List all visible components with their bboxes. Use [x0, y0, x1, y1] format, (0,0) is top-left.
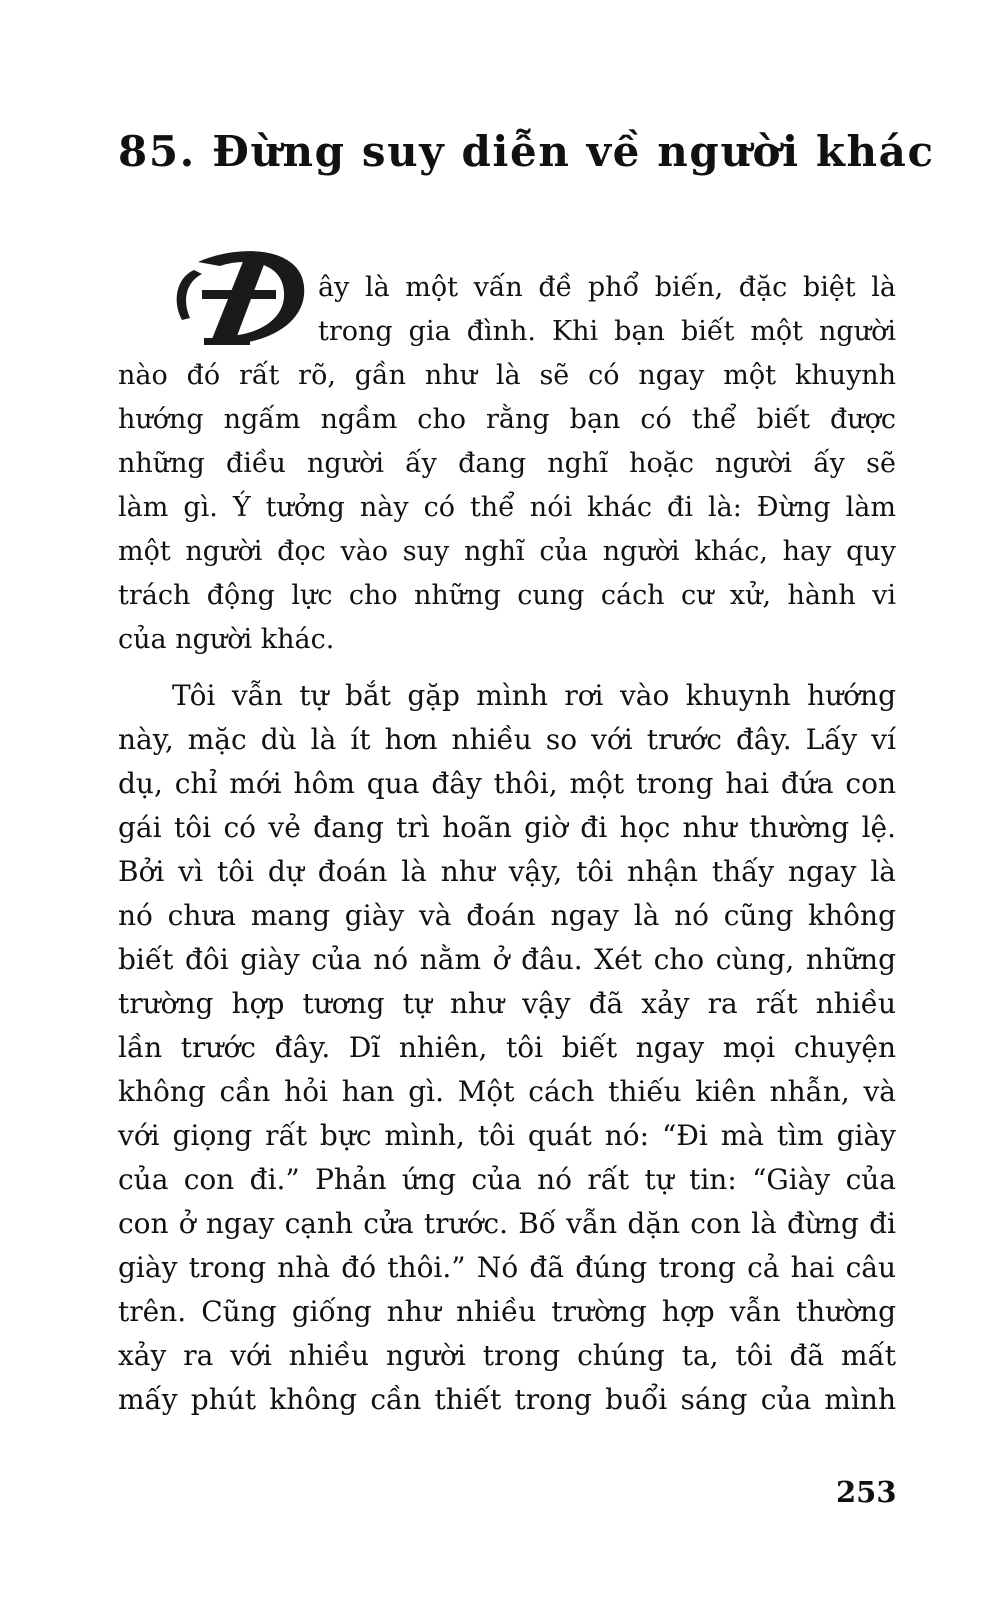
paragraph2-line: với giọng rất bực mình, tôi quát nó: “Đi mà tìm giày [118, 1119, 896, 1152]
drop-cap-letter [168, 240, 318, 350]
paragraph2-line: lần trước đây. Dĩ nhiên, tôi biết ngay mọi chuyện [118, 1031, 896, 1064]
paragraph1-line: một người đọc vào suy nghĩ của người khác, hay quy [118, 536, 896, 567]
page-number: 253 [836, 1475, 897, 1509]
paragraph2-line: này, mặc dù là ít hơn nhiều so với trước đây. Lấy ví [118, 723, 896, 756]
paragraph2-line: trên. Cũng giống như nhiều trường hợp vẫn thường [118, 1295, 896, 1328]
chapter-title: 85. Đừng suy diễn về người khác [118, 127, 935, 176]
paragraph2-line: Tôi vẫn tự bắt gặp mình rơi vào khuynh hướng [172, 679, 896, 712]
paragraph2-line: trường hợp tương tự như vậy đã xảy ra rất nhiều [118, 987, 896, 1020]
paragraph2-line: không cần hỏi han gì. Một cách thiếu kiên nhẫn, và [118, 1075, 896, 1108]
paragraph2-line: giày trong nhà đó thôi.” Nó đã đúng trong cả hai câu [118, 1251, 896, 1284]
decorative-drop-cap-d [168, 240, 318, 350]
paragraph1-line: của người khác. [118, 624, 335, 655]
paragraph2-line: con ở ngay cạnh cửa trước. Bố vẫn dặn con là đừng đi [118, 1207, 896, 1240]
paragraph1-line: những điều người ấy đang nghĩ hoặc người ấy sẽ [118, 448, 896, 479]
paragraph1-line: hướng ngấm ngầm cho rằng bạn có thể biết được [118, 404, 896, 435]
paragraph2-line: gái tôi có vẻ đang trì hoãn giờ đi học như thường lệ. [118, 811, 896, 844]
paragraph1-line: nào đó rất rõ, gần như là sẽ có ngay một khuynh [118, 360, 896, 391]
paragraph2-line: dụ, chỉ mới hôm qua đây thôi, một trong hai đứa con [118, 767, 896, 800]
paragraph1-line: trong gia đình. Khi bạn biết một người [318, 316, 896, 347]
paragraph2-line: mấy phút không cần thiết trong buổi sáng của mình [118, 1383, 896, 1416]
paragraph2-line: Bởi vì tôi dự đoán là như vậy, tôi nhận thấy ngay là [118, 855, 896, 888]
paragraph1-line: ây là một vấn đề phổ biến, đặc biệt là [318, 272, 896, 303]
paragraph2-line: nó chưa mang giày và đoán ngay là nó cũng không [118, 899, 896, 932]
paragraph2-line: xảy ra với nhiều người trong chúng ta, tôi đã mất [118, 1339, 896, 1372]
paragraph2-line: của con đi.” Phản ứng của nó rất tự tin: “Giày của [118, 1163, 896, 1196]
paragraph1-line: trách động lực cho những cung cách cư xử, hành vi [118, 580, 896, 611]
paragraph2-line: biết đôi giày của nó nằm ở đâu. Xét cho cùng, những [118, 943, 896, 976]
paragraph1-line: làm gì. Ý tưởng này có thể nói khác đi là: Đừng làm [118, 492, 896, 523]
